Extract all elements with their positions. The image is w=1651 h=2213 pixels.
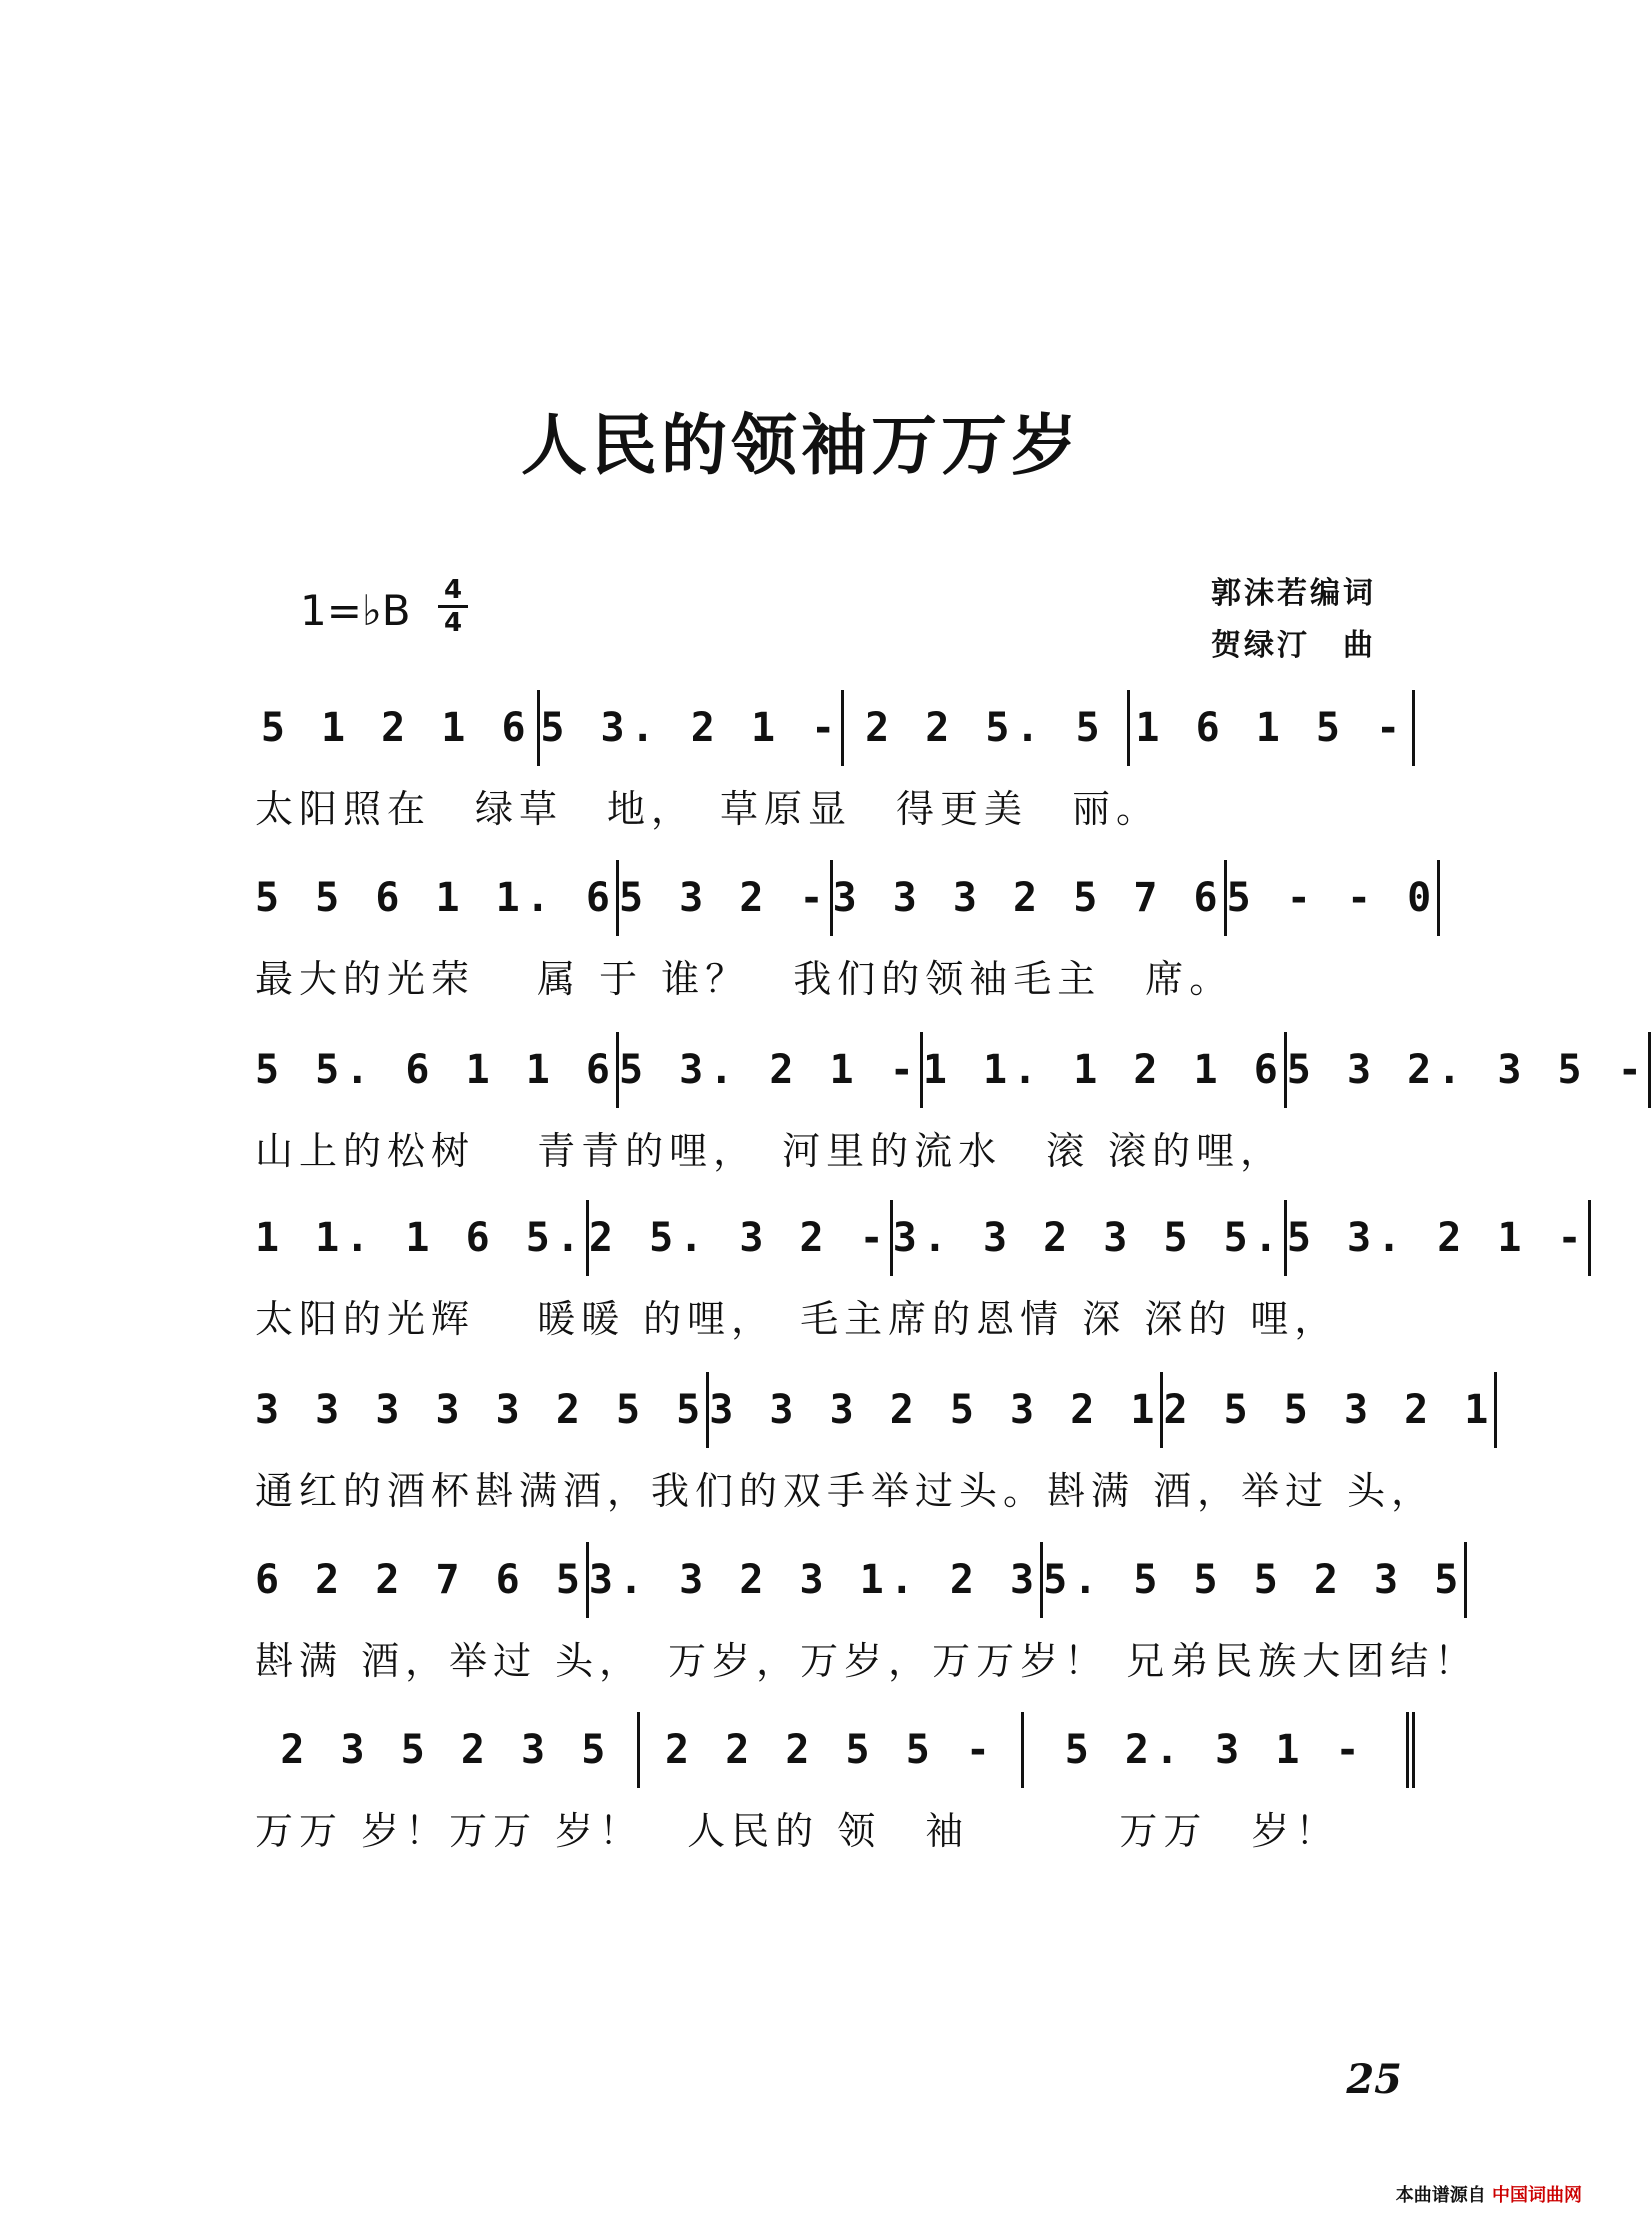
score-line-7 bbox=[255, 1710, 1415, 1855]
time-signature bbox=[438, 576, 468, 637]
measure: 5 3. 2 1 - bbox=[540, 690, 844, 766]
measure: 5 3 2. 3 5 - bbox=[1287, 1032, 1651, 1108]
measure: 5. 5 5 5 2 3 5 bbox=[1043, 1542, 1467, 1618]
page-number: 25 bbox=[1346, 2056, 1402, 2103]
lyrics-row: 通红的酒杯斟满酒，我们的双手举过头。斟满 酒，举过 头， bbox=[255, 1469, 1436, 1513]
measure: 3 3 3 3 3 2 5 5 bbox=[255, 1372, 709, 1448]
measure: 2 2 2 5 5 - bbox=[640, 1712, 1025, 1788]
score-line-6 bbox=[255, 1540, 1479, 1685]
measure: 5 3. 2 1 - bbox=[1287, 1200, 1591, 1276]
notation-row bbox=[255, 688, 1415, 768]
lyricist-credit: 郭沫若编词 bbox=[1211, 576, 1376, 611]
measure: 2 2 5. 5 bbox=[844, 690, 1129, 766]
score-line-4 bbox=[255, 1198, 1588, 1343]
measure-final: 5 2. 3 1 - bbox=[1024, 1712, 1415, 1788]
measure: 5 3 2 - bbox=[619, 860, 833, 936]
lyrics-row: 太阳的光辉 暖暖 的哩， 毛主席的恩情 深 深的 哩， bbox=[255, 1297, 1339, 1341]
measure: 5 3. 2 1 - bbox=[619, 1032, 923, 1108]
lyrics-row: 万万 岁！万万 岁！ 人民的 领 袖 万万 岁！ bbox=[255, 1809, 1340, 1853]
score-line-5 bbox=[255, 1370, 1495, 1515]
measure: 5 5. 6 1 1 6 bbox=[255, 1032, 619, 1108]
measure: 1 1. 1 6 5. bbox=[255, 1200, 589, 1276]
measure: 5 - - 0 bbox=[1227, 860, 1441, 936]
measure: 2 3 5 2 3 5 bbox=[255, 1712, 640, 1788]
measure: 2 5 5 3 2 1 bbox=[1163, 1372, 1497, 1448]
notation-row bbox=[255, 1030, 1648, 1110]
measure: 3. 3 2 3 1. 2 3 bbox=[589, 1542, 1043, 1618]
measure: 2 5. 3 2 - bbox=[589, 1200, 893, 1276]
score-line-3 bbox=[255, 1030, 1648, 1175]
measure: 3 3 3 2 5 7 6 bbox=[833, 860, 1227, 936]
song-title: 人民的领袖万万岁 bbox=[521, 406, 1081, 484]
lyrics-row: 最大的光荣 属 于 谁？ 我们的领袖毛主 席。 bbox=[255, 957, 1234, 1001]
notation-row bbox=[255, 1540, 1465, 1620]
measure: 5 1 2 1 6 bbox=[255, 690, 540, 766]
notation-row bbox=[255, 1710, 1415, 1790]
key-signature: 1=♭B bbox=[300, 586, 411, 635]
composer-credit: 贺绿汀 曲 bbox=[1211, 628, 1376, 663]
score-line-2 bbox=[255, 858, 1438, 1003]
measure: 6 2 2 7 6 5 bbox=[255, 1542, 589, 1618]
score-line-1 bbox=[255, 688, 1415, 833]
time-signature-bottom: 4 bbox=[443, 608, 463, 638]
source-brand: 中国词曲网 bbox=[1492, 2185, 1582, 2206]
measure: 3. 3 2 3 5 5. bbox=[893, 1200, 1287, 1276]
lyrics-row: 斟满 酒，举过 头， 万岁，万岁，万万岁！ 兄弟民族大团结！ bbox=[255, 1639, 1479, 1683]
notation-row bbox=[255, 1198, 1588, 1278]
lyrics-row: 太阳照在 绿草 地， 草原显 得更美 丽。 bbox=[255, 787, 1161, 831]
source-prefix: 本曲谱源自 bbox=[1395, 2185, 1486, 2206]
notation-row bbox=[255, 1370, 1495, 1450]
lyrics-row: 山上的松树 青青的哩， 河里的流水 滚 滚的哩， bbox=[255, 1129, 1285, 1173]
time-signature-top: 4 bbox=[443, 575, 463, 605]
measure: 3 3 3 2 5 3 2 1 bbox=[709, 1372, 1163, 1448]
measure: 1 1. 1 2 1 6 bbox=[923, 1032, 1287, 1108]
notation-row bbox=[255, 858, 1438, 938]
source-credit bbox=[1396, 2181, 1582, 2207]
measure: 1 6 1 5 - bbox=[1130, 690, 1415, 766]
measure: 5 5 6 1 1. 6 bbox=[255, 860, 619, 936]
